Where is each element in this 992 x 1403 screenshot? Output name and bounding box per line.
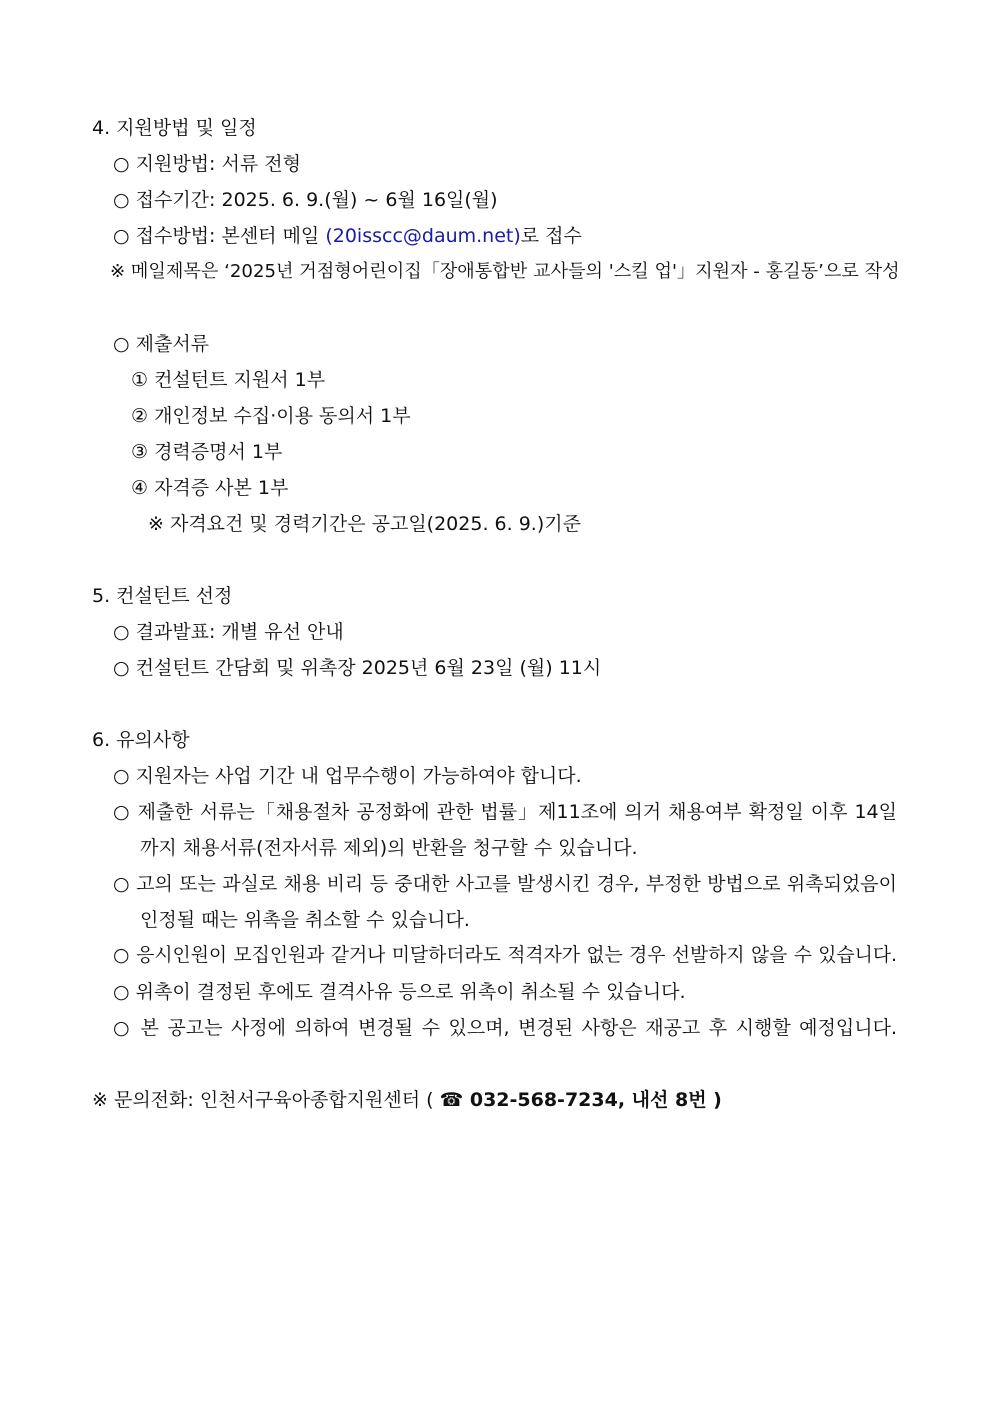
document-item: ③ 경력증명서 1부 xyxy=(131,441,283,463)
application-period: ○ 접수기간: 2025. 6. 9.(월) ~ 6월 16일(월) xyxy=(113,189,498,211)
result-announcement: ○ 결과발표: 개별 유선 안내 xyxy=(113,621,344,643)
notice-item-continued: 까지 채용서류(전자서류 제외)의 반환을 청구할 수 있습니다. xyxy=(140,837,638,859)
application-route xyxy=(113,223,582,249)
notice-item: ○ 응시인원이 모집인원과 같거나 미달하더라도 적격자가 없는 경우 선발하지 않을 수 있습니다. xyxy=(113,945,897,966)
notice-item-continued: 인정될 때는 위촉을 취소할 수 있습니다. xyxy=(140,909,470,931)
notice-item: ○ 본 공고는 사정에 의하여 변경될 수 있으며, 변경된 사항은 재공고 후 시행할 예정입니다. xyxy=(113,1017,897,1039)
document-item: ① 컨설턴트 지원서 1부 xyxy=(131,369,326,391)
consultant-meeting: ○ 컨설턴트 간담회 및 위촉장 2025년 6월 23일 (월) 11시 xyxy=(113,657,602,679)
contact-line xyxy=(92,1087,722,1113)
documents-note: ※ 자격요건 및 경력기간은 공고일(2025. 6. 9.)기준 xyxy=(148,513,581,535)
contact-prefix: ※ 문의전화: 인천서구육아종합지원센터 ( xyxy=(92,1089,440,1111)
phone-icon: ☎ xyxy=(439,1089,464,1111)
notice-item: ○ 고의 또는 과실로 채용 비리 등 중대한 사고를 발생시킨 경우, 부정한 방법으로 위촉되었음이 xyxy=(113,873,897,895)
application-route-suffix: 로 접수 xyxy=(520,225,582,247)
application-route-prefix: ○ 접수방법: 본센터 메일 xyxy=(113,225,326,247)
notice-item: ○ 지원자는 사업 기간 내 업무수행이 가능하여야 합니다. xyxy=(113,765,582,787)
notice-item: ○ 위촉이 결정된 후에도 결격사유 등으로 위촉이 취소될 수 있습니다. xyxy=(113,981,686,1003)
section-6-heading: 6. 유의사항 xyxy=(92,729,190,751)
document-item: ④ 자격증 사본 1부 xyxy=(131,477,289,499)
application-method: ○ 지원방법: 서류 전형 xyxy=(113,153,301,175)
notice-item: ○ 제출한 서류는「채용절차 공정화에 관한 법률」제11조에 의거 채용여부 확정일 이후 14일 xyxy=(113,801,897,823)
email-link[interactable]: (20isscc@daum.net) xyxy=(325,225,521,247)
document-item: ② 개인정보 수집·이용 동의서 1부 xyxy=(131,405,411,427)
email-subject-note: ※ 메일제목은 ‘2025년 거점형어린이집「장애통합반 교사들의 '스킬 업'」지원자 - 홍길동’으로 작성 xyxy=(110,261,900,282)
contact-phone: 032-568-7234, 내선 8번 ) xyxy=(463,1089,722,1111)
documents-heading: ○ 제출서류 xyxy=(113,333,210,355)
section-4-heading: 4. 지원방법 및 일정 xyxy=(92,117,257,139)
section-5-heading: 5. 컨설턴트 선정 xyxy=(92,585,233,607)
